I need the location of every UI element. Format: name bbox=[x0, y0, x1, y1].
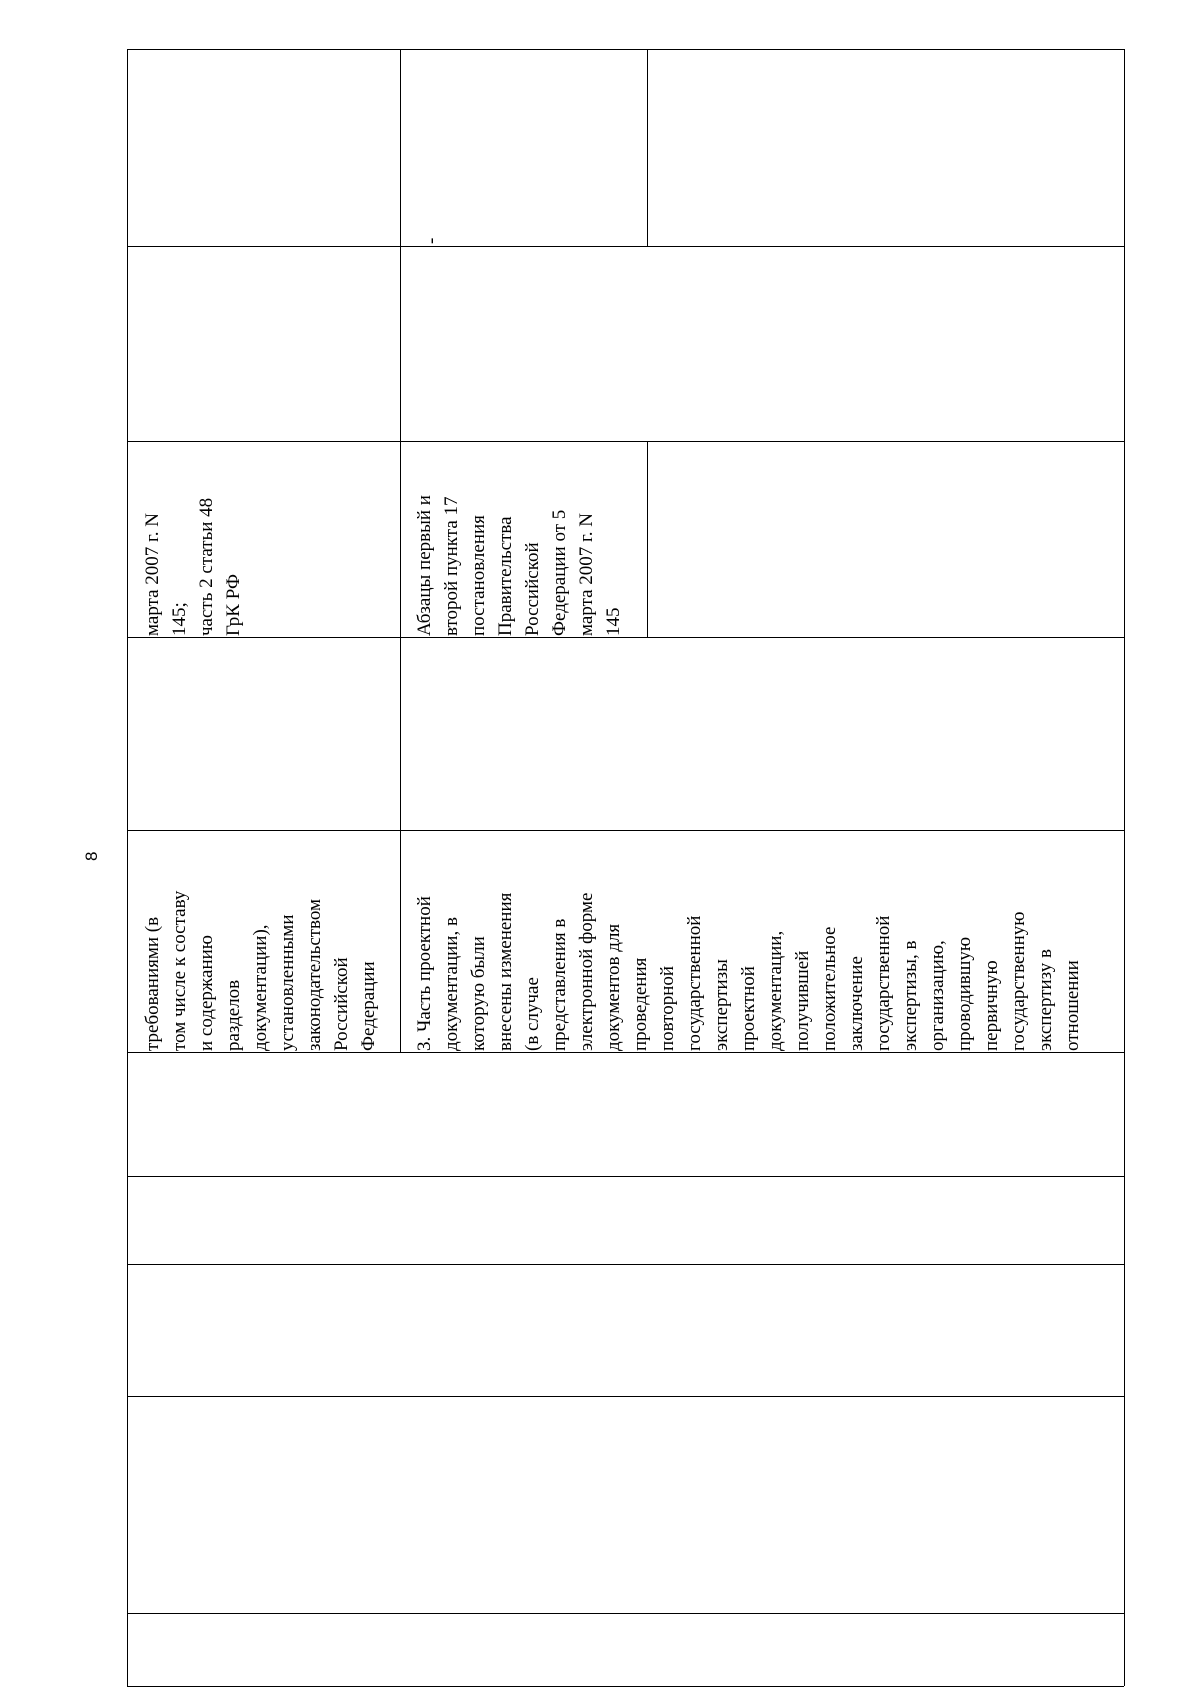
table-rule bbox=[400, 49, 401, 1052]
page-number: 8 bbox=[82, 851, 101, 861]
table-rule bbox=[127, 49, 1124, 50]
table-rule bbox=[127, 1396, 1124, 1397]
cell-project-docs-text: 3. Часть проектной документации, в которую были внесены изменения (в случае представления в электронной форме документов для проведения повторной государственной экспертизы проектной документации, получившей положительное заключение государственной экспертизы, в организацию, проводившую первичную государственную экспертизу в отношении bbox=[414, 892, 1083, 1051]
cell-requirements-text: требованиями (в том числе к составу и содержанию разделов документации), установленными законодательством Российской Федерации bbox=[142, 890, 379, 1051]
table-rule bbox=[127, 830, 1124, 831]
table-rule bbox=[127, 1264, 1124, 1265]
table-rule bbox=[127, 1176, 1124, 1177]
table-rule bbox=[1124, 49, 1125, 1686]
cell-legal-basis-text: Абзацы первый и второй пункта 17 постановления Правительства Российской Федерации от 5 марта 2007 г. N 145 bbox=[414, 495, 624, 636]
table-rule bbox=[127, 1613, 1124, 1614]
table-rule bbox=[127, 1686, 1124, 1687]
cell-dash: - bbox=[421, 237, 442, 244]
cell-legal-basis-text: марта 2007 г. N 145; часть 2 статьи 48 ГрК РФ bbox=[142, 497, 244, 636]
table-rule bbox=[127, 49, 128, 1686]
table-rule bbox=[127, 1052, 1124, 1053]
table-rule bbox=[647, 441, 648, 637]
table-rule bbox=[127, 637, 1124, 638]
table-rule bbox=[127, 246, 1124, 247]
table-rule bbox=[647, 49, 648, 246]
